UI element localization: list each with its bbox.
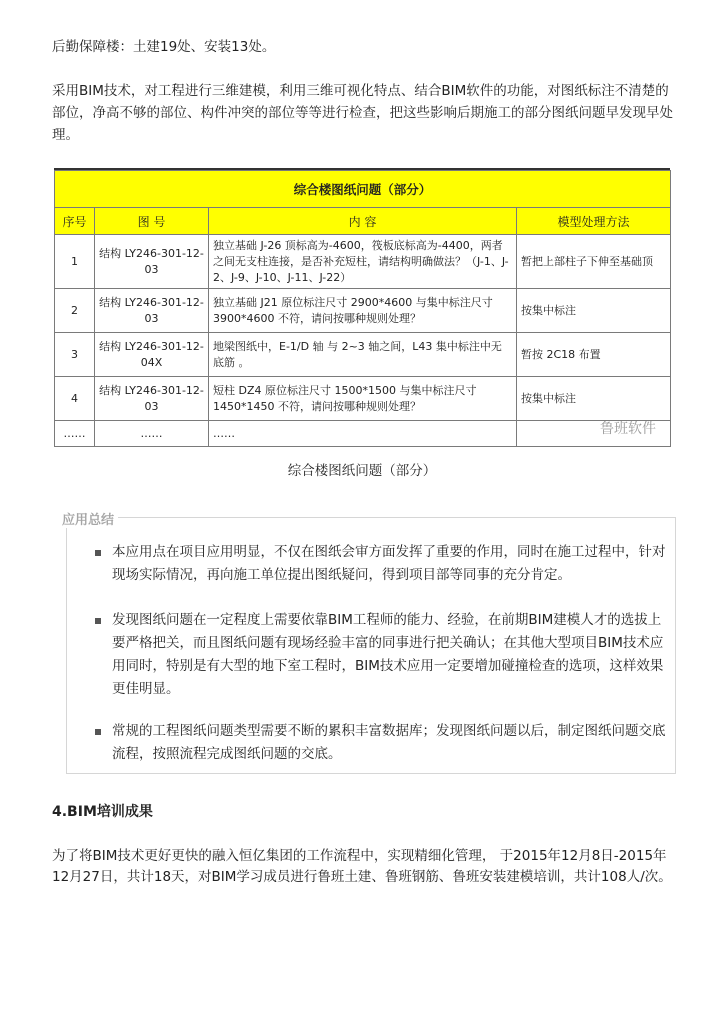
cell-method: 暂按 2C18 布置 bbox=[517, 333, 671, 377]
cell-content: …… bbox=[209, 421, 517, 447]
summary-title: 应用总结 bbox=[58, 509, 118, 528]
watermark-text: 鲁班软件 bbox=[600, 421, 656, 437]
cell-no: 3 bbox=[55, 333, 95, 377]
section-heading: 4.BIM培训成果 bbox=[52, 804, 153, 820]
cell-no: …… bbox=[55, 421, 95, 447]
col-header-no: 序号 bbox=[55, 208, 95, 235]
table-row bbox=[55, 333, 671, 377]
square-bullet-icon bbox=[95, 618, 101, 624]
bullet-text: 发现图纸问题在一定程度上需要依靠BIM工程师的能力、经验，在前期BIM建模人才的选拔上要严格把关，而且图纸问题有现场经验丰富的同事进行把关确认；在其他大型项目BIM技术应用同时，特别是有大型的地下室工程时，BIM技术应用一定要增加碰撞检查的选项，这样效果更佳明显。 bbox=[112, 612, 664, 697]
cell-no: 1 bbox=[55, 235, 95, 289]
summary-bullet bbox=[95, 609, 667, 701]
col-header-method: 模型处理方法 bbox=[517, 208, 671, 235]
summary-bullet bbox=[95, 541, 667, 587]
drawing-issues-table-image bbox=[54, 168, 670, 456]
table-caption: 综合楼图纸问题（部分） bbox=[287, 463, 437, 479]
table-title: 综合楼图纸问题（部分） bbox=[55, 171, 671, 208]
table-row bbox=[55, 377, 671, 421]
bullet-text: 常规的工程图纸问题类型需要不断的累积丰富数据库；发现图纸问题以后，制定图纸问题交底流程，按照流程完成图纸问题的交底。 bbox=[112, 723, 666, 762]
intro-paragraph: 采用BIM技术，对工程进行三维建模，利用三维可视化特点、结合BIM软件的功能，对图纸标注不清楚的部位，净高不够的部位、构件冲突的部位等等进行检查，把这些影响后期施工的部分图纸问题早发现早处理。 bbox=[52, 83, 673, 143]
cell-content: 独立基础 J-26 顶标高为-4600，筏板底标高为-4400，两者之间无支柱连接，是否补充短柱，请结构明确做法？（J-1、J-2、J-9、J-10、J-11、J-22） bbox=[209, 235, 517, 289]
bullet-text: 本应用点在项目应用明显，不仅在图纸会审方面发挥了重要的作用，同时在施工过程中，针对现场实际情况，再向施工单位提出图纸疑问，得到项目部等同事的充分肯定。 bbox=[112, 544, 666, 583]
cell-drawing: …… bbox=[95, 421, 209, 447]
cell-no: 2 bbox=[55, 289, 95, 333]
cell-content: 地梁图纸中，E-1/D 轴 与 2~3 轴之间，L43 集中标注中无底筋 。 bbox=[209, 333, 517, 377]
summary-bullet bbox=[95, 720, 667, 766]
square-bullet-icon bbox=[95, 729, 101, 735]
cell-method: 按集中标注 bbox=[517, 289, 671, 333]
cell-method: 按集中标注 bbox=[517, 377, 671, 421]
col-header-drawing: 图 号 bbox=[95, 208, 209, 235]
cell-drawing: 结构 LY246-301-12-03 bbox=[95, 235, 209, 289]
drawing-issues-table bbox=[54, 170, 671, 447]
training-paragraph: 为了将BIM技术更好更快的融入恒亿集团的工作流程中，实现精细化管理， 于2015年12月8日-2015年12月27日，共计18天，对BIM学习成员进行鲁班土建、鲁班钢筋、鲁班安装建模培训，共计108人/次。 bbox=[52, 848, 672, 885]
table-row bbox=[55, 421, 671, 447]
intro-line: 后勤保障楼：土建19处、安装13处。 bbox=[52, 39, 276, 55]
col-header-content: 内 容 bbox=[209, 208, 517, 235]
cell-content: 短柱 DZ4 原位标注尺寸 1500*1500 与集中标注尺寸 1450*1450 不符，请问按哪种规则处理？ bbox=[209, 377, 517, 421]
square-bullet-icon bbox=[95, 550, 101, 556]
table-row bbox=[55, 289, 671, 333]
cell-drawing: 结构 LY246-301-12-04X bbox=[95, 333, 209, 377]
cell-drawing: 结构 LY246-301-12-03 bbox=[95, 377, 209, 421]
cell-method: 暂把上部柱子下伸至基础顶 bbox=[517, 235, 671, 289]
cell-drawing: 结构 LY246-301-12-03 bbox=[95, 289, 209, 333]
table-row bbox=[55, 235, 671, 289]
cell-no: 4 bbox=[55, 377, 95, 421]
cell-content: 独立基础 J21 原位标注尺寸 2900*4600 与集中标注尺寸 3900*4600 不符，请问按哪种规则处理？ bbox=[209, 289, 517, 333]
